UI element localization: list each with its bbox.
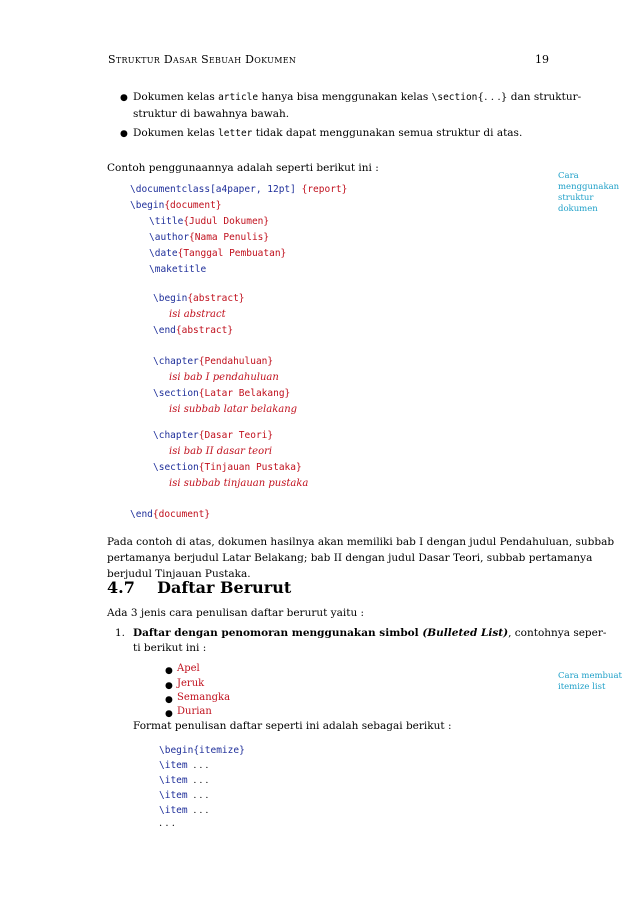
- bullet-icon: ●: [165, 709, 173, 719]
- enum-item-1-line2: ti berikut ini :: [133, 642, 207, 654]
- section-number: 4.7: [107, 578, 135, 597]
- bullet-icon: ●: [165, 681, 173, 691]
- intro-bullet-1: [133, 89, 581, 106]
- intro-bullet-2: [133, 125, 522, 142]
- margin-note-structure: Cara menggunakan struktur dokumen: [558, 171, 620, 214]
- fruit-item: Durian: [177, 706, 212, 717]
- code-line-date: \date{Tanggal Pembuatan}: [149, 248, 287, 259]
- itemize-trailing-dots: . . .: [159, 818, 175, 829]
- code-line-begin-document: \begin{document}: [130, 200, 222, 211]
- intro-bullet-2-post: tidak dapat menggunakan semua struktur di atas.: [252, 127, 523, 139]
- bullet-icon: ●: [165, 666, 173, 676]
- fruit-item: Apel: [177, 663, 200, 674]
- explanation-line-3: berjudul Tinjauan Pustaka.: [107, 568, 251, 580]
- code-article: article: [218, 92, 259, 103]
- list-intro: Ada 3 jenis cara penulisan daftar berurut yaitu :: [107, 607, 365, 619]
- code-line-maketitle: \maketitle: [149, 264, 207, 275]
- intro-bullet-2-pre: Dokumen kelas: [133, 127, 219, 139]
- fruit-item: Jeruk: [177, 678, 205, 689]
- itemize-item: \item . . .: [159, 805, 209, 816]
- explanation-line-2: pertamanya berjudul Latar Belakang; bab II dengan judul Dasar Teori, subbab pertamanya: [107, 552, 593, 564]
- bullet-icon: ●: [165, 695, 173, 705]
- code-line-chapter-1: \chapter{Pendahuluan}: [153, 356, 274, 367]
- code-line-end-abstract: \end{abstract}: [153, 325, 234, 336]
- section-title: Daftar Berurut: [157, 578, 292, 597]
- bullet-icon: ●: [120, 93, 128, 103]
- code-line-chapter-2: \chapter{Dasar Teori}: [153, 430, 274, 441]
- explanation-line-1: Pada contoh di atas, dokumen hasilnya akan memiliki bab I dengan judul Pendahuluan, subbab: [107, 536, 615, 548]
- intro-bullet-1-pre: Dokumen kelas: [133, 91, 219, 103]
- itemize-begin: \begin{itemize}: [159, 745, 245, 756]
- code-section: \section: [431, 92, 478, 103]
- section-heading: [107, 578, 291, 597]
- itemize-item: \item . . .: [159, 760, 209, 771]
- code-letter: letter: [218, 128, 253, 139]
- running-title: Struktur Dasar Sebuah Dokumen: [108, 53, 297, 66]
- code-line-end-document: \end{document}: [130, 509, 211, 520]
- bullet-icon: ●: [120, 129, 128, 139]
- margin-note-itemize: Cara membuat itemize list: [558, 671, 622, 692]
- code-line-section-1-text: isi subbab latar belakang: [169, 404, 298, 415]
- code-line-chapter-2-text: isi bab II dasar teori: [169, 446, 273, 457]
- enum-item-1-rest: , contohnya seper-: [508, 627, 607, 639]
- enum-item-1-bold: Daftar dengan penomoran menggunakan simbol: [133, 627, 423, 639]
- code-line-begin-abstract: \begin{abstract}: [153, 293, 245, 304]
- example-intro: Contoh penggunaannya adalah seperti berikut ini :: [107, 162, 379, 174]
- code-line-section-2: \section{Tinjauan Pustaka}: [153, 462, 302, 473]
- code-line-section-2-text: isi subbab tinjauan pustaka: [169, 478, 309, 489]
- code-line-abstract-text: isi abstract: [169, 309, 226, 320]
- intro-bullet-1-mid: hanya bisa menggunakan kelas: [258, 91, 432, 103]
- itemize-item: \item . . .: [159, 775, 209, 786]
- itemize-item: \item . . .: [159, 790, 209, 801]
- format-intro: Format penulisan daftar seperti ini adalah sebagai berikut :: [133, 720, 452, 732]
- fruit-item: Semangka: [177, 692, 231, 703]
- intro-bullet-1-line2: struktur di bawahnya bawah.: [133, 108, 290, 120]
- page-number: 19: [535, 53, 549, 66]
- code-line-section-1: \section{Latar Belakang}: [153, 388, 291, 399]
- intro-bullet-1-post: dan struktur-: [507, 91, 582, 103]
- code-section-arg: {. . .}: [477, 91, 508, 103]
- code-line-author: \author{Nama Penulis}: [149, 232, 270, 243]
- code-line-title: \title{Judul Dokumen}: [149, 216, 270, 227]
- code-line-chapter-1-text: isi bab I pendahuluan: [169, 372, 279, 383]
- code-line-documentclass: \documentclass[a4paper, 12pt] {report}: [130, 184, 348, 195]
- enum-item-1-bold-italic: (Bulleted List): [422, 627, 509, 639]
- enum-number: 1.: [115, 627, 126, 639]
